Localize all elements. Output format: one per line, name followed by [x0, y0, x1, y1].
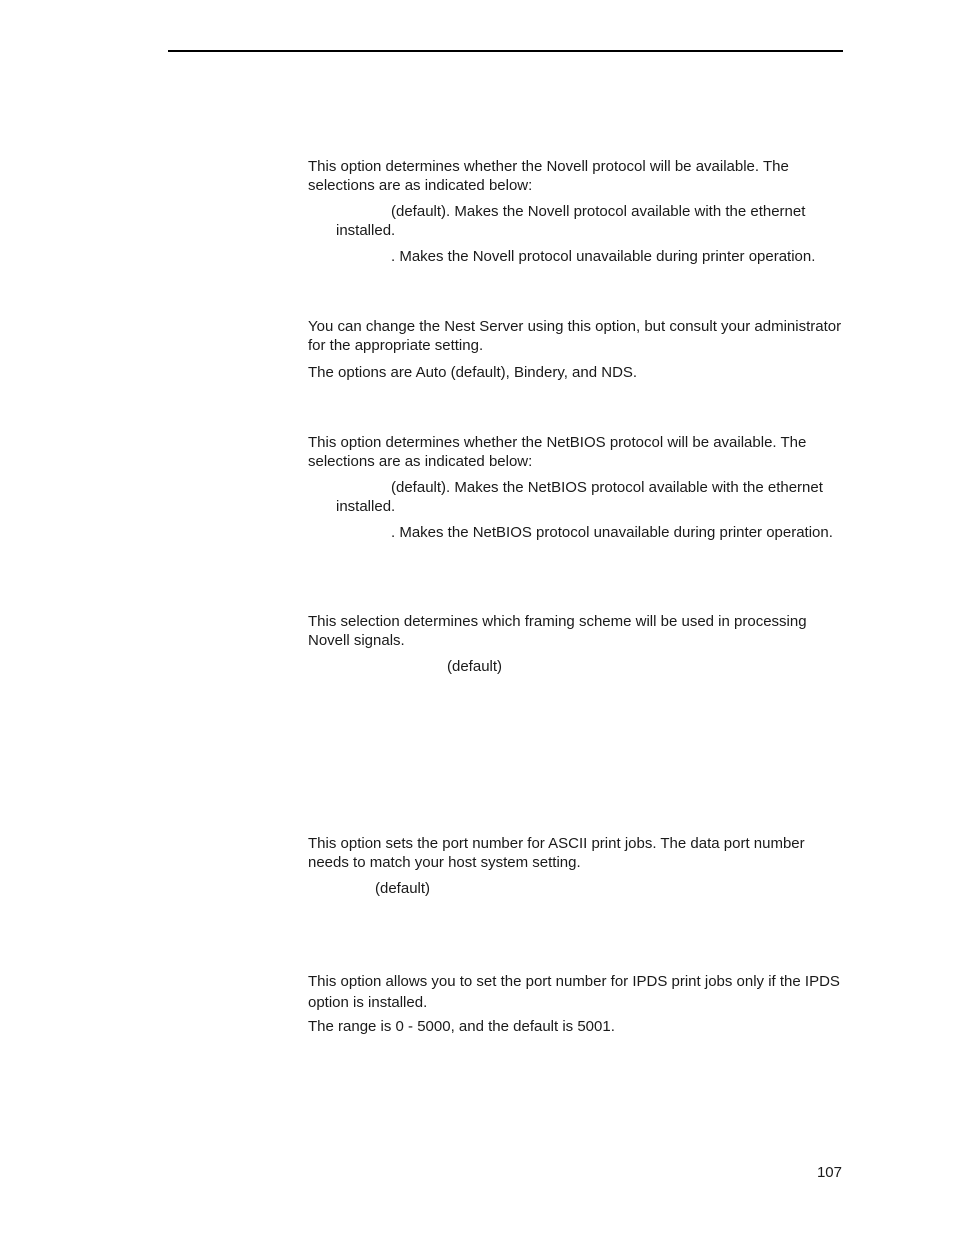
page-number: 107: [816, 1164, 842, 1181]
netbios-disable-option: . Makes the NetBIOS protocol unavailable during printer operation.: [391, 524, 833, 541]
ipds-port-range: The range is 0 - 5000, and the default is 5001.: [308, 1018, 615, 1035]
novell-description: This option determines whether the Novell protocol will be available. The selections are as indicated below:: [308, 158, 789, 194]
netbios-enable-option: (default). Makes the NetBIOS protocol available with the ethernet installed.: [336, 479, 823, 515]
netbios-description: This option determines whether the NetBIOS protocol will be available. The selections are as indicated below:: [308, 434, 807, 470]
ipds-port-description: This option allows you to set the port number for IPDS print jobs only if the IPDS option is installed.: [308, 973, 840, 1011]
data-port-description: This option sets the port number for ASCII print jobs. The data port number needs to match your host system setting.: [308, 835, 805, 871]
novell-disable-option: . Makes the Novell protocol unavailable during printer operation.: [391, 248, 816, 265]
data-port-default-marker: (default): [375, 880, 431, 897]
novell-enable-option: (default). Makes the Novell protocol available with the ethernet installed.: [336, 203, 806, 239]
nest-server-description: You can change the Nest Server using this option, but consult your administrator for the appropriate setting.: [308, 318, 842, 354]
nest-server-options: The options are Auto (default), Bindery, and NDS.: [308, 364, 638, 381]
header-rule: [168, 50, 843, 52]
framing-default-marker: (default): [447, 658, 503, 675]
framing-description: This selection determines which framing scheme will be used in processing Novell signals.: [308, 613, 807, 649]
